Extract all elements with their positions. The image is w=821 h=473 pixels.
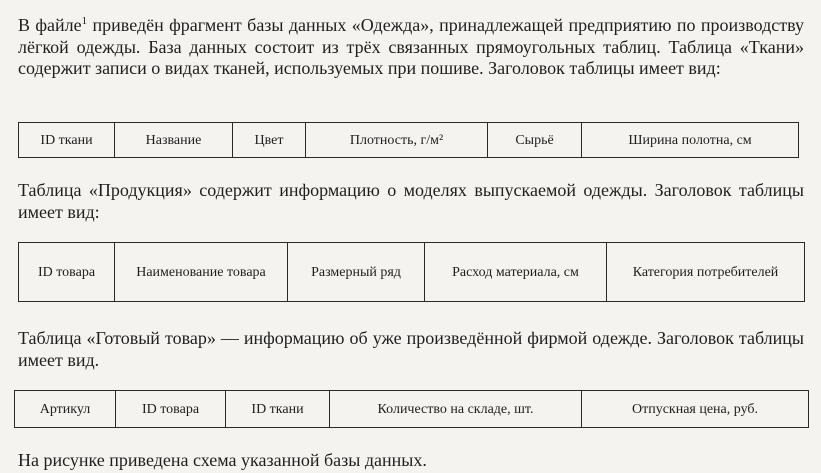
column-header: Размерный ряд xyxy=(288,243,425,302)
column-header: ID товара xyxy=(19,243,115,302)
footnote-mark: 1 xyxy=(81,15,88,27)
column-header: Наименование товара xyxy=(115,243,288,302)
table-row xyxy=(15,391,809,428)
table-row xyxy=(19,243,805,302)
column-header: Отпускная цена, руб. xyxy=(582,391,809,428)
column-header: Расход материала, см xyxy=(425,243,607,302)
column-header: ID товара xyxy=(116,391,226,428)
products-paragraph: Таблица «Продукция» содержит информацию о моделях выпускаемой одежды. Заголовок таблицы имеет вид: xyxy=(18,180,804,222)
products-table-header xyxy=(18,242,805,302)
column-header: ID ткани xyxy=(226,391,330,428)
column-header: Плотность, г/м² xyxy=(306,123,488,158)
goods-table-header xyxy=(14,390,809,428)
table-row xyxy=(19,123,799,158)
column-header: Категория потребителей xyxy=(607,243,805,302)
column-header: Сырьё xyxy=(488,123,582,158)
intro-text-rest: приведён фрагмент базы данных «Одежда», принадлежащей предприятию по производству лёгкой одежды. База данных состоит из трёх связанных прямоугольных таблиц. Таблица «Ткани» содержит записи о видах тканей, используемых при пошиве. Заголовок таблицы имеет вид: xyxy=(18,15,805,78)
column-header: ID ткани xyxy=(19,123,115,158)
column-header: Артикул xyxy=(15,391,116,428)
footer-paragraph: На рисунке приведена схема указанной базы данных. xyxy=(18,450,427,470)
goods-paragraph: Таблица «Готовый товар» — информацию об уже произведённой фирмой одежде. Заголовок таблицы имеет вид. xyxy=(18,328,804,370)
column-header: Количество на складе, шт. xyxy=(330,391,582,428)
column-header: Название xyxy=(115,123,233,158)
intro-text-start: В файле xyxy=(18,15,82,35)
intro-paragraph xyxy=(18,15,804,80)
fabrics-table-header xyxy=(18,122,799,158)
column-header: Ширина полотна, см xyxy=(582,123,799,158)
column-header: Цвет xyxy=(233,123,306,158)
